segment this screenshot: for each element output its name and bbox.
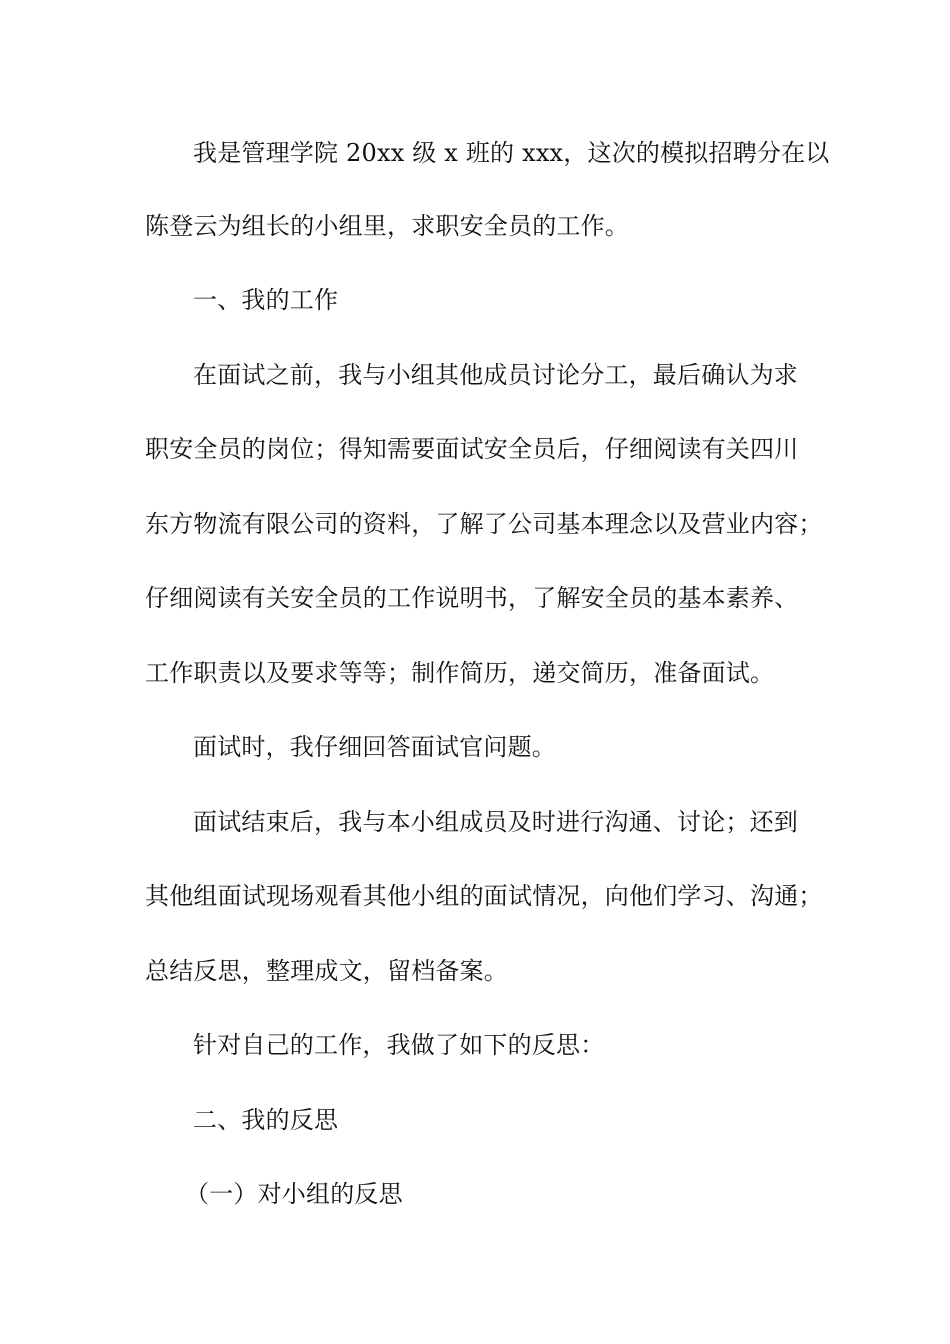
paragraph-line: 面试结束后，我与本小组成员及时进行沟通、讨论；还到 [193,808,798,836]
paragraph-line: 工作职责以及要求等等；制作简历，递交简历，准备面试。 [145,659,775,687]
paragraph-line: 其他组面试现场观看其他小组的面试情况，向他们学习、沟通； [145,882,823,910]
section-heading: 一、我的工作 [193,286,339,314]
paragraph-line: 面试时，我仔细回答面试官问题。 [193,733,556,761]
paragraph-line: 仔细阅读有关安全员的工作说明书，了解安全员的基本素养、 [145,584,799,612]
paragraph-line: 陈登云为组长的小组里，求职安全员的工作。 [145,212,629,240]
paragraph-line: 职安全员的岗位；得知需要面试安全员后，仔细阅读有关四川 [145,435,799,463]
paragraph-line: 东方物流有限公司的资料，了解了公司基本理念以及营业内容； [145,510,823,538]
subsection-heading: （一）对小组的反思 [185,1180,403,1208]
paragraph-line: 我是管理学院 20xx 级 x 班的 xxx，这次的模拟招聘分在以 [193,139,830,167]
paragraph-line: 在面试之前，我与小组其他成员讨论分工，最后确认为求 [193,361,798,389]
paragraph-line: 针对自己的工作，我做了如下的反思： [193,1031,605,1059]
paragraph-line: 总结反思，整理成文，留档备案。 [145,957,508,985]
section-heading: 二、我的反思 [193,1106,339,1134]
